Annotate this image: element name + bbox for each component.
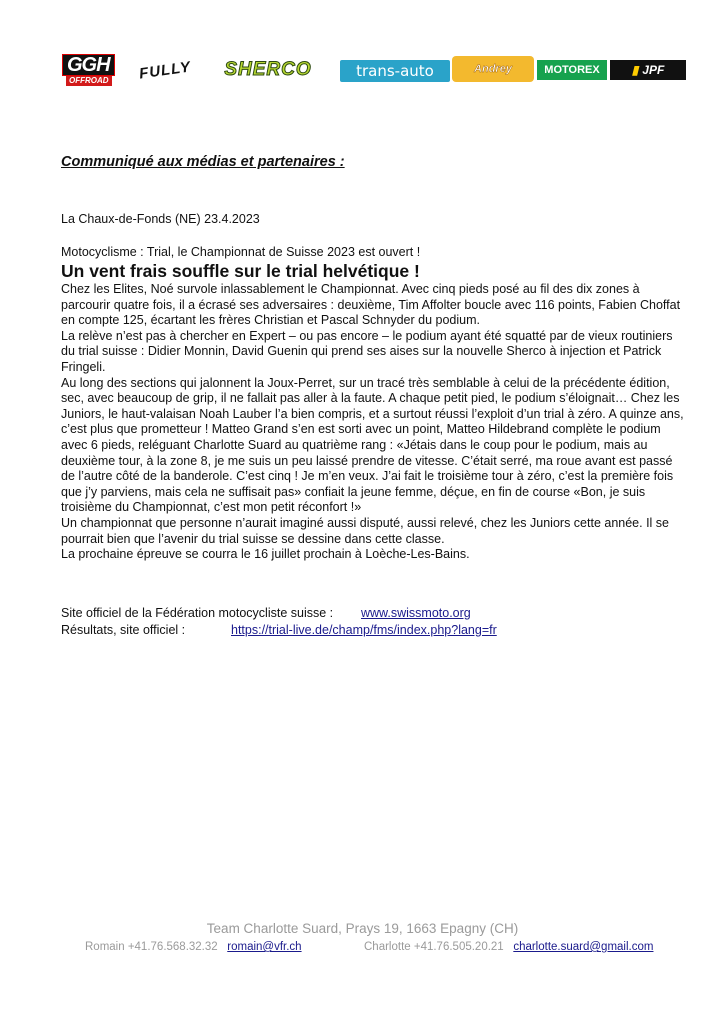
results-label: Résultats, site officiel :	[61, 623, 186, 637]
paragraph-championship: Un championnat que personne n’aurait imaginé aussi disputé, aussi relevé, chez les Juniors cette année. Il se pourrait bien que l’avenir du trial suisse se dessine dans cette classe.	[61, 515, 669, 546]
charlotte-email-link[interactable]: charlotte.suard@gmail.com	[513, 941, 654, 953]
jpf-logo-label: JPF	[642, 63, 665, 77]
fully-logo	[136, 52, 194, 88]
results-row	[61, 622, 681, 639]
date-line: La Chaux-de-Fonds (NE) 23.4.2023	[61, 212, 260, 226]
trans-auto-logo-text: trans-auto	[356, 62, 434, 80]
romain-phone: Romain +41.76.568.32.32	[85, 941, 218, 953]
motorex-logo	[537, 60, 607, 80]
paragraph-expert: La relève n’est pas à chercher en Expert – ou pas encore – le podium ayant été squatté par de vieux routiniers du trial suisse : Didier Monnin, David Guenin qui prend ses aises sur la nouvelle Sherco à injection et Patrick Fringeli.	[61, 328, 673, 374]
footer-team-address: Team Charlotte Suard, Prays 19, 1663 Epagny (CH)	[206, 921, 519, 936]
federation-row	[61, 605, 681, 622]
article-subtitle: Motocyclisme : Trial, le Championnat de Suisse 2023 est ouvert !	[61, 245, 421, 259]
federation-label: Site officiel de la Fédération motocycliste suisse :	[61, 606, 334, 620]
jpf-logo	[610, 60, 686, 80]
sherco-logo	[198, 52, 338, 88]
andrey-cycle-shop-logo	[452, 56, 534, 82]
footer-contacts	[85, 941, 654, 953]
document-heading: Communiqué aux médias et partenaires :	[61, 154, 345, 170]
ggh-offroad-logo	[60, 52, 132, 88]
ggh-logo-text: GGH	[62, 54, 115, 76]
sherco-logo-text: SHERCO	[224, 59, 312, 80]
paragraph-elites: Chez les Elites, Noé survole inlassablement le Championnat. Avec cinq pieds posé au fil des dix zones à parcourir quatre fois, il a écrasé ses adversaires : deuxième, Tim Affolter boucle avec 116 points, Fabien Choffat en compte 125, écartant les frères Christian et Pascal Schnyder du podium.	[61, 282, 681, 328]
ggh-logo-subtext: OFFROAD	[66, 76, 112, 86]
romain-email-link[interactable]: romain@vfr.ch	[227, 941, 302, 953]
jpf-logo-text: ▮ JPF	[631, 63, 665, 77]
paragraph-next-event: La prochaine épreuve se courra le 16 juillet prochain à Loèche-Les-Bains.	[61, 547, 470, 562]
charlotte-contact	[364, 941, 653, 953]
romain-contact	[85, 941, 302, 953]
charlotte-phone: Charlotte +41.76.505.20.21	[364, 941, 504, 953]
trans-auto-logo	[340, 60, 450, 82]
results-link[interactable]: https://trial-live.de/champ/fms/index.php?lang=fr	[231, 623, 497, 637]
federation-link[interactable]: www.swissmoto.org	[361, 606, 471, 620]
article-title: Un vent frais souffle sur le trial helvétique !	[61, 261, 420, 281]
andrey-logo-text: Andrey	[474, 63, 512, 75]
fully-logo-text: FULLY	[137, 57, 193, 83]
motorex-logo-text: MOTOREX	[544, 64, 600, 76]
paragraph-juniors: Au long des sections qui jalonnent la Joux-Perret, sur un tracé très semblable à celui de la précédente édition, sec, avec beaucoup de grip, il ne fallait pas aller à la faute. A chaque petit pied, le podium s’éloignait… Chez les Juniors, le haut-valaisan Noah Lauber l’a bien compris, et a surtout réussi l’exploit d’un trial à zéro. A quinze ans, c’est plus que prometteur ! Matteo Grand s’en est sorti avec un point, Matteo Hildebrand complète le podium avec 6 pieds, reléguant Charlotte Suard au quatrième rang : «Jétais dans le coup pour le podium, mais au deuxième tour, à la zone 8, je me suis un peu laissé prendre de vitesse. C’était serré, ma roue avant est passé de l’autre côté de la banderole. C’est cinq ! Je m’en veux. J’ai fait le troisième tour à zéro, c’est la première fois que j’y parviens, mais cela ne suffisait pas» confiait la jeune femme, déçue, en fin de course «Bon, je suis troisième du Championnat, c’est mon petit réconfort !»	[61, 375, 684, 515]
article-body	[61, 282, 686, 563]
links-section	[61, 605, 681, 639]
